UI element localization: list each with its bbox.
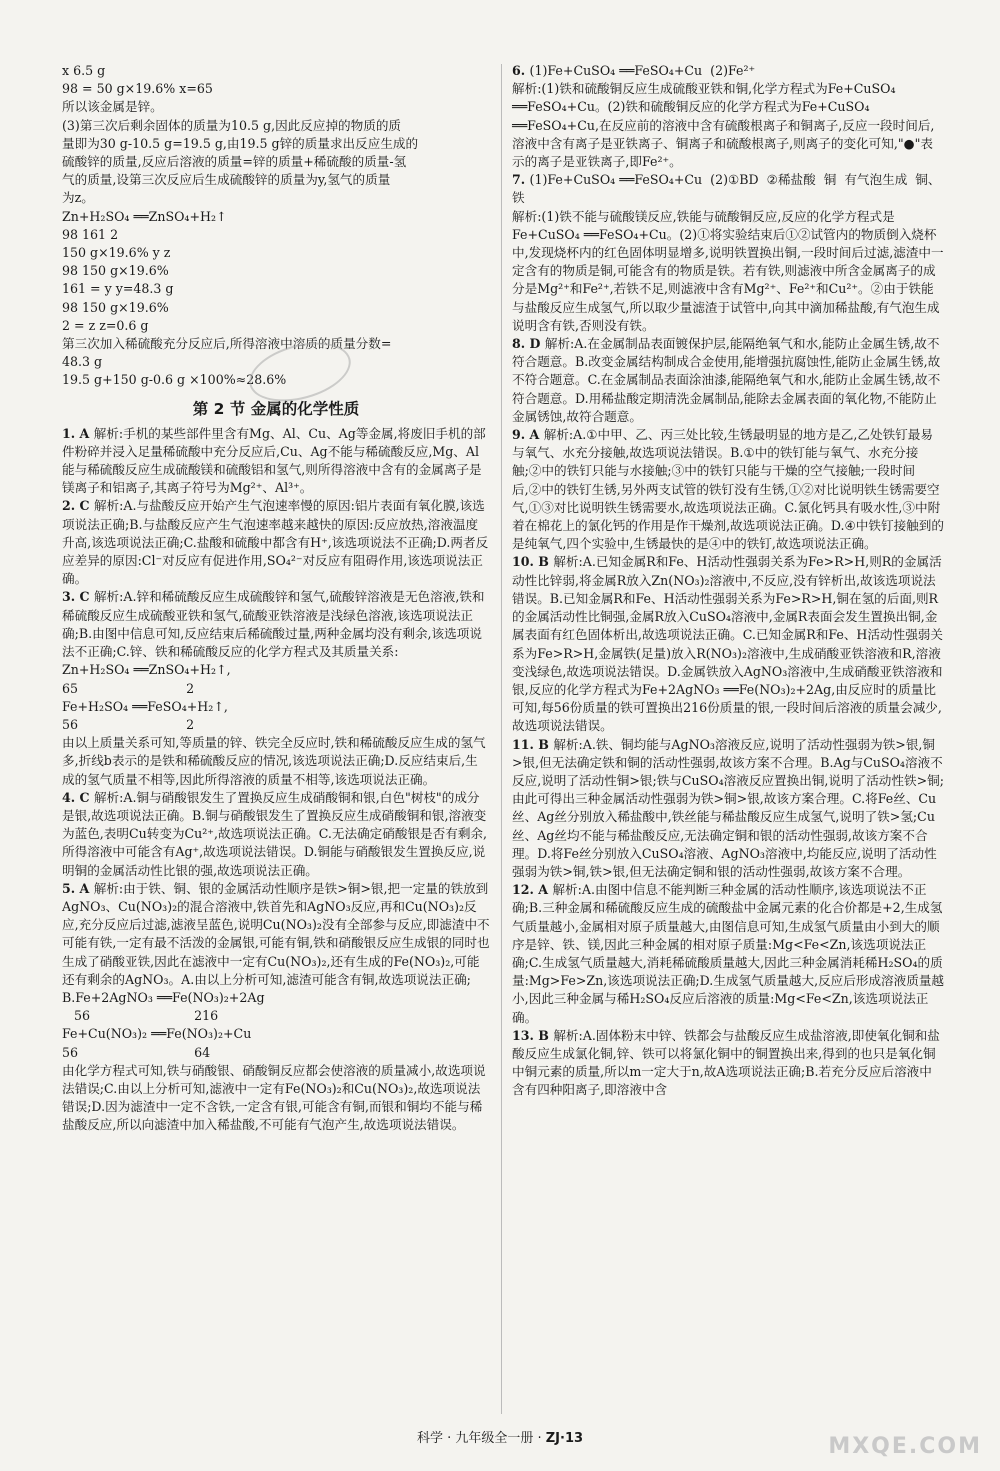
left-answer-list	[62, 425, 490, 1135]
calc-line: 2 = z z=0.6 g	[62, 317, 149, 333]
answer-number: 4. C	[62, 789, 94, 805]
answer-text: (1)Fe+CuSO₄ ══FeSO₄+Cu (2)①BD ②稀盐酸 铜 有气泡生成 铜、铁 解析:(1)铁不能与硫酸镁反应,铁能与硫酸铜反应,反应的化学方程式是Fe+CuSO₄ ══FeSO₄+Cu。(2)①将实验结束后①②试管内的物质倒入烧杯中,发现烧杯内的红色固体明显增多,说明铁置换出铜,一段时间后过滤,滤渣中一定含有的物质是铜,可能含有的物质是铁。若有铁,则滤液中所含金属离子的成分是Mg²⁺和Fe²⁺,若铁不足,则滤液中含有Mg²⁺、Fe²⁺和Cu²⁺。②由于铁能与盐酸反应生成氢气,所以取少量滤渣于试管中,向其中滴加稀盐酸,有气泡生成说明含有铁,否则没有铁。	[512, 172, 944, 333]
answer-number: 2. C	[62, 498, 94, 514]
calc-line: 98 = 50 g×19.6% x=65	[62, 81, 213, 97]
calc-line: 19.5 g+150 g-0.6 g ×100%≈28.6%	[62, 372, 287, 388]
answer-text: 解析:A.固体粉末中锌、铁都会与盐酸反应生成盐溶液,即使氧化铜和盐酸反应生成氯化铜,锌、铁可以将氯化铜中的铜置换出来,得到的也只是氧化铜中铜元素的质量,所以m一定大于n,故A选项说法正确;B.若充分反应后溶液中含有四种阳离子,即溶液中含	[512, 1027, 940, 1098]
answer-number: 5. A	[62, 880, 94, 896]
answer-number: 8. D	[512, 336, 545, 352]
answer-number: 10. B	[512, 554, 554, 570]
calc-line: 量即为30 g-10.5 g=19.5 g,由19.5 g锌的质量求出反应生成的	[62, 135, 419, 151]
answer-number: 1. A	[62, 425, 94, 441]
calc-line: 48.3 g	[62, 354, 103, 370]
answer-item	[512, 1027, 944, 1100]
section-title: 第 2 节 金属的化学性质	[192, 399, 360, 418]
calc-line: 150 g×19.6% y z	[62, 245, 171, 261]
calc-line: 161 = y y=48.3 g	[62, 281, 174, 297]
calc-line: 第三次加入稀硫酸充分反应后,所得溶液中溶质的质量分数=	[62, 336, 392, 352]
answer-item	[62, 425, 490, 498]
answer-text: 解析:由于铁、铜、银的金属活动性顺序是铁>铜>银,把一定量的铁放到AgNO₃、Cu(NO₃)₂的混合溶液中,铁首先和AgNO₃反应,再和Cu(NO₃)₂反应,充分反应后过滤,滤液呈蓝色,说明Cu(NO₃)₂没有全部参与反应,即滤渣中不可能有铁,一定有最不活泼的金属银,可能有铜,铁和硝酸银反应生成银的同时也生成了硝酸亚铁,因此在滤液中一定有Cu(NO₃)₂,还有生成的Fe(NO₃)₂,可能还有剩余的AgNO₃。A.由以上分析可知,滤渣可能含有铜,故选项说法正确; B.Fe+2AgNO₃ ══Fe(NO₃)₂+2Ag 56 216 Fe+Cu(NO₃)₂ ══Fe(NO₃)₂+Cu 56 64 由化学方程式可知,铁与硝酸银、硝酸铜反应都会使溶液的质量减小,故选项说法错误;C.由以上分析可知,滤液中一定有Fe(NO₃)₂和Cu(NO₃)₂,故选项说法错误;D.因为滤渣中一定不含铁,一定含有银,可能含有铜,而银和铜均不能与稀盐酸反应,所以向滤渣中加入稀盐酸,不可能有气泡产生,故选项说法错误。	[62, 880, 490, 1133]
answer-text: 解析:A.已知金属R和Fe、H活动性强弱关系为Fe>R>H,则R的金属活动性比锌弱,将金属R放入Zn(NO₃)₂溶液中,不反应,没有锌析出,故该选项说法错误。B.已知金属R和Fe、H活动性强弱关系为Fe>R>H,铜在氢的后面,则R的金属活动性比铜强,金属R放入CuSO₄溶液中,金属R表面会发生置换出铜,金属表面有红色固体析出,故选项说法正确。C.已知金属R和Fe、H活动性强弱关系为Fe>R>H,金属铁(足量)放入R(NO₃)₂溶液中,生成硝酸亚铁溶液和R,溶液变浅绿色,故选项说法错误。D.金属铁放入AgNO₃溶液中,生成硝酸亚铁溶液和银,反应的化学方程式为Fe+2AgNO₃ ══Fe(NO₃)₂+2Ag,由反应时的质量比可知,每56份质量的铁可置换出216份质量的银,一段时间后溶液的质量会减少,故选项说法错误。	[512, 554, 943, 734]
column-divider	[501, 64, 502, 1414]
answer-number: 6.	[512, 63, 530, 78]
answer-text: 解析:A.在金属制品表面镀保护层,能隔绝氧气和水,能防止金属生锈,故不符合题意。B.改变金属结构制成合金使用,能增强抗腐蚀性,能防止金属生锈,故不符合题意。C.在金属制品表面涂油漆,能隔绝氧气和水,能防止金属生锈,故不符合题意。D.用稀盐酸定期清洗金属制品,能除去金属表面的氧化物,不能防止金属锈蚀,故符合题意。	[512, 336, 941, 424]
answer-item	[512, 335, 944, 426]
calc-line: Zn+H₂SO₄ ══ZnSO₄+H₂↑	[62, 208, 227, 224]
calc-line: 所以该金属是锌。	[62, 99, 163, 115]
answer-text: (1)Fe+CuSO₄ ══FeSO₄+Cu (2)Fe²⁺ 解析:(1)铁和硫酸铜反应生成硫酸亚铁和铜,化学方程式为Fe+CuSO₄ ══FeSO₄+Cu。(2)铁和硫酸铜反应的化学方程式为Fe+CuSO₄ ══FeSO₄+Cu,在反应前的溶液中含有硫酸根离子和铜离子,反应一段时间后,溶液中含有离子是亚铁离子、铜离子和硫酸根离子,则离子的变化可知,"●"表示的离子是亚铁离子,即Fe²⁺。	[512, 63, 935, 170]
answer-item	[62, 588, 490, 788]
answer-number: 3. C	[62, 589, 94, 605]
answer-text: 解析:A.①中甲、乙、丙三处比较,生锈最明显的地方是乙,乙处铁钉最易与氧气、水充分接触,故选项说法错误。B.①中的铁钉能与氧气、水充分接触;②中的铁钉只能与水接触;③中的铁钉只能与干燥的空气接触;一段时间后,②中的铁钉生锈,另外两支试管的铁钉没有生锈,①②对比说明铁生锈需要空气,①③对比说明铁生锈需要水,故选项说法正确。C.氯化钙具有吸水性,③中附着在棉花上的氯化钙的作用是作干燥剂,故选项说法正确。D.④中铁钉接触到的是纯氧气,四个实验中,生锈最快的是④中的铁钉,故选项说法正确。	[512, 427, 944, 552]
answer-number: 12. A	[512, 882, 553, 898]
answer-item	[62, 497, 490, 588]
left-calculation-block	[62, 62, 490, 390]
answer-number: 13. B	[512, 1027, 554, 1043]
answer-item	[512, 426, 944, 553]
right-column	[512, 62, 944, 1100]
answer-number: 9. A	[512, 427, 544, 443]
answer-text: 解析:A.由图中信息不能判断三种金属的活动性顺序,该选项说法不正确;B.三种金属和稀硫酸反应生成的硫酸盐中金属元素的化合价都是+2,生成氢气质量越小,金属相对原子质量越大,由图信息可知,生成氢气质量由小到大的顺序是锌、铁、镁,因此三种金属的相对原子质量:Mg<Fe<Zn,该选项说法正确;C.生成氢气质量越大,消耗稀硫酸质量越大,因此三种金属消耗稀H₂SO₄的质量:Mg>Fe>Zn,该选项说法正确;D.生成氢气质量越大,反应后形成溶液质量越小,因此三种金属与稀H₂SO₄反应后溶液的质量:Mg<Fe<Zn,该选项说法正确。	[512, 882, 945, 1025]
answer-item	[512, 736, 944, 882]
calc-line: 硫酸锌的质量,反应后溶液的质量=锌的质量+稀硫酸的质量-氢	[62, 154, 407, 170]
answer-text: 解析:手机的某些部件里含有Mg、Al、Cu、Ag等金属,将废旧手机的部件粉碎并浸入足量稀硫酸中充分反应后,Cu、Ag不能与稀硫酸反应,Mg、Al能与稀硫酸反应生成硫酸镁和硫酸铝和氢气,则所得溶液中含有的金属离子是镁离子和铝离子,其离子符号为Mg²⁺、Al³⁺。	[62, 425, 486, 496]
calc-line: (3)第三次后剩余固体的质量为10.5 g,因此反应掉的物质的质	[62, 117, 402, 133]
answer-text: 解析:A.锌和稀硫酸反应生成硫酸锌和氢气,硫酸锌溶液是无色溶液,铁和稀硫酸反应生成硫酸亚铁和氢气,硫酸亚铁溶液是浅绿色溶液,该选项说法正确;B.由图中信息可知,反应结束后稀硫酸过量,两种金属均没有剩余,该选项说法不正确;C.锌、铁和稀硫酸反应的化学方程式及其质量关系: Zn+H₂SO₄ ══ZnSO₄+H₂↑, 65 2 Fe+H₂SO₄ ══FeSO₄+H₂↑, 56 2 由以上质量关系可知,等质量的锌、铁完全反应时,铁和稀硫酸反应生成的氢气多,折线b表示的是铁和稀硫酸反应的情况,该选项说法正确;D.反应结束后,生成的氢气质量不相等,因此所得溶液的质量不相等,该选项说法正确。	[62, 589, 486, 787]
right-answer-list	[512, 62, 944, 1100]
calc-line: 为z。	[62, 190, 94, 206]
calc-line: 98 150 g×19.6%	[62, 263, 169, 279]
page-number: ·13	[560, 1431, 584, 1446]
answer-item	[62, 880, 490, 1135]
site-watermark: MXQE.COM	[828, 1434, 982, 1459]
answer-item	[512, 171, 944, 335]
calc-line: x 6.5 g	[62, 63, 106, 78]
answer-item	[512, 62, 944, 171]
answer-text: 解析:A.铁、铜均能与AgNO₃溶液反应,说明了活动性强弱为铁>银,铜>银,但无法确定铁和铜的活动性强弱,故该方案不合理。B.Ag与CuSO₄溶液不反应,说明了活动性铜>银;铁与CuSO₄溶液反应置换出铜,说明了活动性铁>铜;由此可得出三种金属活动性强弱为铁>铜>银,故该方案合理。C.将Fe丝、Cu丝、Ag丝分别放入稀盐酸中,铁丝能与稀盐酸反应生成氢气,说明了铁>氢;Cu丝、Ag丝均不能与稀盐酸反应,无法确定铜和银的活动性强弱,故该方案不合理。D.将Fe丝分别放入CuSO₄溶液、AgNO₃溶液中,均能反应,说明了活动性强弱为铁>铜,铁>银,但无法确定铜和银的活动性强弱,故该方案不合理。	[512, 736, 944, 879]
answer-text: 解析:A.铜与硝酸银发生了置换反应生成硝酸铜和银,白色"树枝"的成分是银,故选项说法正确。B.铜与硝酸银发生了置换反应生成硝酸铜和银,溶液变为蓝色,表明Cu转变为Cu²⁺,故选项说法正确。C.无法确定硝酸银是否有剩余,所得溶液中可能含有Ag⁺,故选项说法错误。D.铜能与硝酸银发生置换反应,说明铜的金属活动性比银的强,故选项说法正确。	[62, 789, 488, 878]
footer-code: ZJ	[545, 1431, 561, 1446]
answer-item	[512, 881, 944, 1027]
answer-number: 7.	[512, 172, 530, 188]
answer-item	[512, 553, 944, 735]
calc-line: 气的质量,设第三次反应后生成硫酸锌的质量为y,氢气的质量	[62, 172, 391, 188]
answer-number: 11. B	[512, 736, 554, 752]
left-column	[62, 62, 490, 1135]
answer-text: 解析:A.与盐酸反应开始产生气泡速率慢的原因:铝片表面有氧化膜,该选项说法正确;B.与盐酸反应产生气泡速率越来越快的原因:反应放热,溶液温度升高,该选项说法正确;C.盐酸和硫酸中都含有H⁺,该选项说法不正确;D.两者反应差异的原因:Cl⁻对反应有促进作用,SO₄²⁻对反应有阻碍作用,该选项说法正确。	[62, 498, 489, 587]
footer-prefix: 科学 · 九年级全一册 ·	[416, 1431, 546, 1446]
answer-item	[62, 789, 490, 880]
calc-line: 98 161 2	[62, 226, 119, 242]
calc-line: 98 150 g×19.6%	[62, 299, 169, 315]
